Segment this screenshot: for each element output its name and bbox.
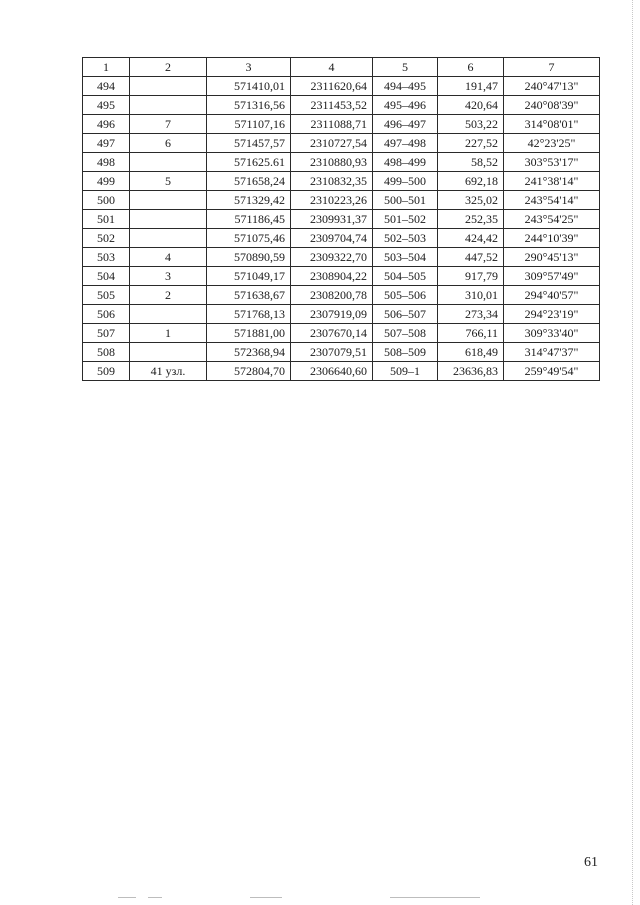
x-coordinate-cell: 571107,16 <box>207 115 291 134</box>
bearing-angle-cell: 243°54'14" <box>504 191 600 210</box>
table-row <box>83 267 600 286</box>
table-row <box>83 210 600 229</box>
header-cell-4: 4 <box>291 58 373 77</box>
segment-cell: 506–507 <box>373 305 438 324</box>
x-coordinate-cell: 571658,24 <box>207 172 291 191</box>
header-cell-1: 1 <box>83 58 130 77</box>
y-coordinate-cell: 2310832,35 <box>291 172 373 191</box>
point-number-cell: 502 <box>83 229 130 248</box>
node-number-cell <box>130 229 207 248</box>
node-number-cell: 5 <box>130 172 207 191</box>
table-row <box>83 77 600 96</box>
node-number-cell <box>130 77 207 96</box>
bearing-angle-cell: 244°10'39" <box>504 229 600 248</box>
length-cell: 692,18 <box>438 172 504 191</box>
node-number-cell <box>130 210 207 229</box>
table-row <box>83 286 600 305</box>
point-number-cell: 498 <box>83 153 130 172</box>
segment-cell: 504–505 <box>373 267 438 286</box>
length-cell: 618,49 <box>438 343 504 362</box>
length-cell: 424,42 <box>438 229 504 248</box>
y-coordinate-cell: 2311453,52 <box>291 96 373 115</box>
header-cell-3: 3 <box>207 58 291 77</box>
length-cell: 273,34 <box>438 305 504 324</box>
segment-cell: 497–498 <box>373 134 438 153</box>
node-number-cell <box>130 96 207 115</box>
y-coordinate-cell: 2308904,22 <box>291 267 373 286</box>
x-coordinate-cell: 571625.61 <box>207 153 291 172</box>
table-row <box>83 134 600 153</box>
length-cell: 252,35 <box>438 210 504 229</box>
y-coordinate-cell: 2310727,54 <box>291 134 373 153</box>
y-coordinate-cell: 2311088,71 <box>291 115 373 134</box>
node-number-cell <box>130 153 207 172</box>
point-number-cell: 496 <box>83 115 130 134</box>
scan-dash-mark <box>390 897 480 898</box>
length-cell: 23636,83 <box>438 362 504 381</box>
header-cell-2: 2 <box>130 58 207 77</box>
length-cell: 227,52 <box>438 134 504 153</box>
segment-cell: 498–499 <box>373 153 438 172</box>
segment-cell: 495–496 <box>373 96 438 115</box>
x-coordinate-cell: 572368,94 <box>207 343 291 362</box>
x-coordinate-cell: 571881,00 <box>207 324 291 343</box>
y-coordinate-cell: 2310223,26 <box>291 191 373 210</box>
y-coordinate-cell: 2311620,64 <box>291 77 373 96</box>
node-number-cell: 4 <box>130 248 207 267</box>
point-number-cell: 506 <box>83 305 130 324</box>
length-cell: 58,52 <box>438 153 504 172</box>
table-row <box>83 153 600 172</box>
table-row <box>83 172 600 191</box>
point-number-cell: 507 <box>83 324 130 343</box>
node-number-cell: 41 узл. <box>130 362 207 381</box>
bearing-angle-cell: 303°53'17" <box>504 153 600 172</box>
y-coordinate-cell: 2309931,37 <box>291 210 373 229</box>
coordinates-table <box>82 57 600 381</box>
segment-cell: 509–1 <box>373 362 438 381</box>
bearing-angle-cell: 314°47'37" <box>504 343 600 362</box>
scan-dash-mark <box>250 897 282 898</box>
node-number-cell: 7 <box>130 115 207 134</box>
y-coordinate-cell: 2310880,93 <box>291 153 373 172</box>
scan-dash-mark <box>148 897 162 898</box>
bearing-angle-cell: 259°49'54" <box>504 362 600 381</box>
table-row <box>83 96 600 115</box>
x-coordinate-cell: 571638,67 <box>207 286 291 305</box>
y-coordinate-cell: 2307079,51 <box>291 343 373 362</box>
length-cell: 325,02 <box>438 191 504 210</box>
x-coordinate-cell: 570890,59 <box>207 248 291 267</box>
x-coordinate-cell: 571768,13 <box>207 305 291 324</box>
header-cell-6: 6 <box>438 58 504 77</box>
node-number-cell <box>130 305 207 324</box>
x-coordinate-cell: 571410,01 <box>207 77 291 96</box>
point-number-cell: 501 <box>83 210 130 229</box>
table-row <box>83 362 600 381</box>
y-coordinate-cell: 2309704,74 <box>291 229 373 248</box>
header-cell-7: 7 <box>504 58 600 77</box>
scan-dash-mark <box>118 897 136 898</box>
segment-cell: 507–508 <box>373 324 438 343</box>
y-coordinate-cell: 2307919,09 <box>291 305 373 324</box>
point-number-cell: 494 <box>83 77 130 96</box>
x-coordinate-cell: 572804,70 <box>207 362 291 381</box>
bearing-angle-cell: 241°38'14" <box>504 172 600 191</box>
segment-cell: 500–501 <box>373 191 438 210</box>
scan-edge-mark <box>632 0 633 905</box>
length-cell: 420,64 <box>438 96 504 115</box>
node-number-cell: 3 <box>130 267 207 286</box>
header-cell-5: 5 <box>373 58 438 77</box>
table-row <box>83 305 600 324</box>
node-number-cell: 2 <box>130 286 207 305</box>
table-body <box>83 77 600 381</box>
point-number-cell: 500 <box>83 191 130 210</box>
node-number-cell <box>130 343 207 362</box>
bearing-angle-cell: 243°54'25" <box>504 210 600 229</box>
y-coordinate-cell: 2307670,14 <box>291 324 373 343</box>
x-coordinate-cell: 571316,56 <box>207 96 291 115</box>
x-coordinate-cell: 571329,42 <box>207 191 291 210</box>
length-cell: 447,52 <box>438 248 504 267</box>
x-coordinate-cell: 571075,46 <box>207 229 291 248</box>
y-coordinate-cell: 2309322,70 <box>291 248 373 267</box>
segment-cell: 494–495 <box>373 77 438 96</box>
table-row <box>83 248 600 267</box>
point-number-cell: 508 <box>83 343 130 362</box>
length-cell: 917,79 <box>438 267 504 286</box>
bearing-angle-cell: 294°23'19" <box>504 305 600 324</box>
segment-cell: 502–503 <box>373 229 438 248</box>
table-row <box>83 115 600 134</box>
bearing-angle-cell: 314°08'01" <box>504 115 600 134</box>
y-coordinate-cell: 2308200,78 <box>291 286 373 305</box>
segment-cell: 496–497 <box>373 115 438 134</box>
node-number-cell <box>130 191 207 210</box>
length-cell: 503,22 <box>438 115 504 134</box>
header-row <box>83 58 600 77</box>
segment-cell: 499–500 <box>373 172 438 191</box>
length-cell: 191,47 <box>438 77 504 96</box>
point-number-cell: 509 <box>83 362 130 381</box>
point-number-cell: 499 <box>83 172 130 191</box>
bearing-angle-cell: 42°23'25" <box>504 134 600 153</box>
point-number-cell: 504 <box>83 267 130 286</box>
node-number-cell: 6 <box>130 134 207 153</box>
length-cell: 766,11 <box>438 324 504 343</box>
point-number-cell: 495 <box>83 96 130 115</box>
bearing-angle-cell: 290°45'13" <box>504 248 600 267</box>
table-row <box>83 324 600 343</box>
node-number-cell: 1 <box>130 324 207 343</box>
bearing-angle-cell: 240°47'13" <box>504 77 600 96</box>
page-number: 61 <box>584 855 598 870</box>
point-number-cell: 505 <box>83 286 130 305</box>
bearing-angle-cell: 294°40'57" <box>504 286 600 305</box>
point-number-cell: 503 <box>83 248 130 267</box>
segment-cell: 501–502 <box>373 210 438 229</box>
table-row <box>83 191 600 210</box>
segment-cell: 503–504 <box>373 248 438 267</box>
bearing-angle-cell: 309°33'40" <box>504 324 600 343</box>
y-coordinate-cell: 2306640,60 <box>291 362 373 381</box>
bearing-angle-cell: 309°57'49" <box>504 267 600 286</box>
x-coordinate-cell: 571049,17 <box>207 267 291 286</box>
bearing-angle-cell: 240°08'39" <box>504 96 600 115</box>
x-coordinate-cell: 571457,57 <box>207 134 291 153</box>
segment-cell: 508–509 <box>373 343 438 362</box>
segment-cell: 505–506 <box>373 286 438 305</box>
x-coordinate-cell: 571186,45 <box>207 210 291 229</box>
point-number-cell: 497 <box>83 134 130 153</box>
table-row <box>83 343 600 362</box>
length-cell: 310,01 <box>438 286 504 305</box>
table-row <box>83 229 600 248</box>
table-header <box>83 58 600 77</box>
